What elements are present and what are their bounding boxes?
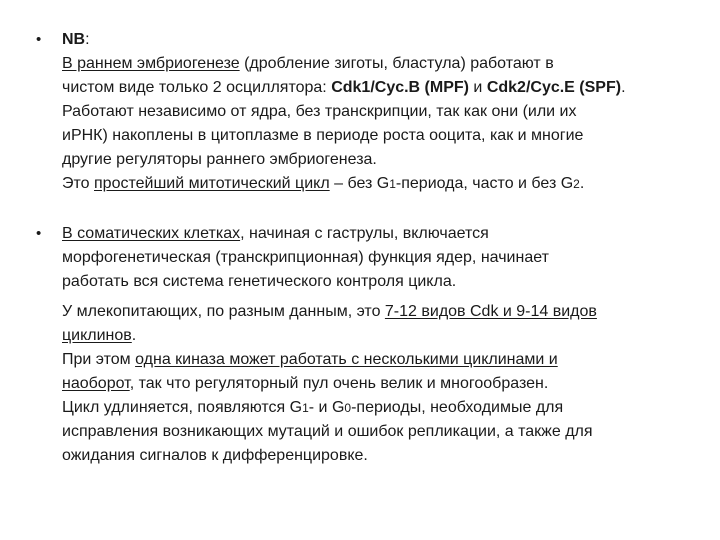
s2-line-5: циклинов. — [62, 327, 137, 344]
s1-line-2: чистом виде только 2 осциллятора: Cdk1/Cyc.B (MPF) и Cdk2/Cyc.E (SPF). — [62, 79, 626, 96]
bullet-2-text — [62, 222, 702, 468]
s1-line-3: Работают независимо от ядра, без транскрипции, так как они (или их — [62, 103, 577, 120]
s1-line-1: В раннем эмбриогенезе (дробление зиготы, бластула) работают в — [62, 55, 554, 72]
s1-line-5: другие регуляторы раннего эмбриогенеза. — [62, 151, 377, 168]
bullet-2-marker: • — [36, 225, 42, 242]
nb-heading: NB: — [62, 31, 90, 48]
s1-line-4: иРНК) накоплены в цитоплазме в периоде роста ооцита, как и многие — [62, 127, 584, 144]
s2-line-8: Цикл удлиняется, появляются G1- и G0-периоды, необходимые для — [62, 399, 564, 416]
bullet-1-text — [62, 28, 702, 196]
s2-line-7: наоборот, так что регуляторный пул очень велик и многообразен. — [62, 375, 549, 392]
s2-line-4: У млекопитающих, по разным данным, это 7-12 видов Cdk и 9-14 видов — [62, 303, 597, 320]
s2-line-10: ожидания сигналов к дифференцировке. — [62, 447, 368, 464]
s2-line-9: исправления возникающих мутаций и ошибок репликации, а также для — [62, 423, 593, 440]
bullet-1-marker: • — [36, 31, 42, 48]
s2-line-6: При этом одна киназа может работать с несколькими циклинами и — [62, 351, 558, 368]
s1-line-6: Это простейший митотический цикл – без G1-периода, часто и без G2. — [62, 175, 585, 192]
s2-line-2: морфогенетическая (транскрипционная) функция ядер, начинает — [62, 249, 549, 266]
s2-line-1: В соматических клетках, начиная с гаструлы, включается — [62, 225, 489, 242]
s2-line-3: работать вся система генетического контроля цикла. — [62, 273, 457, 290]
